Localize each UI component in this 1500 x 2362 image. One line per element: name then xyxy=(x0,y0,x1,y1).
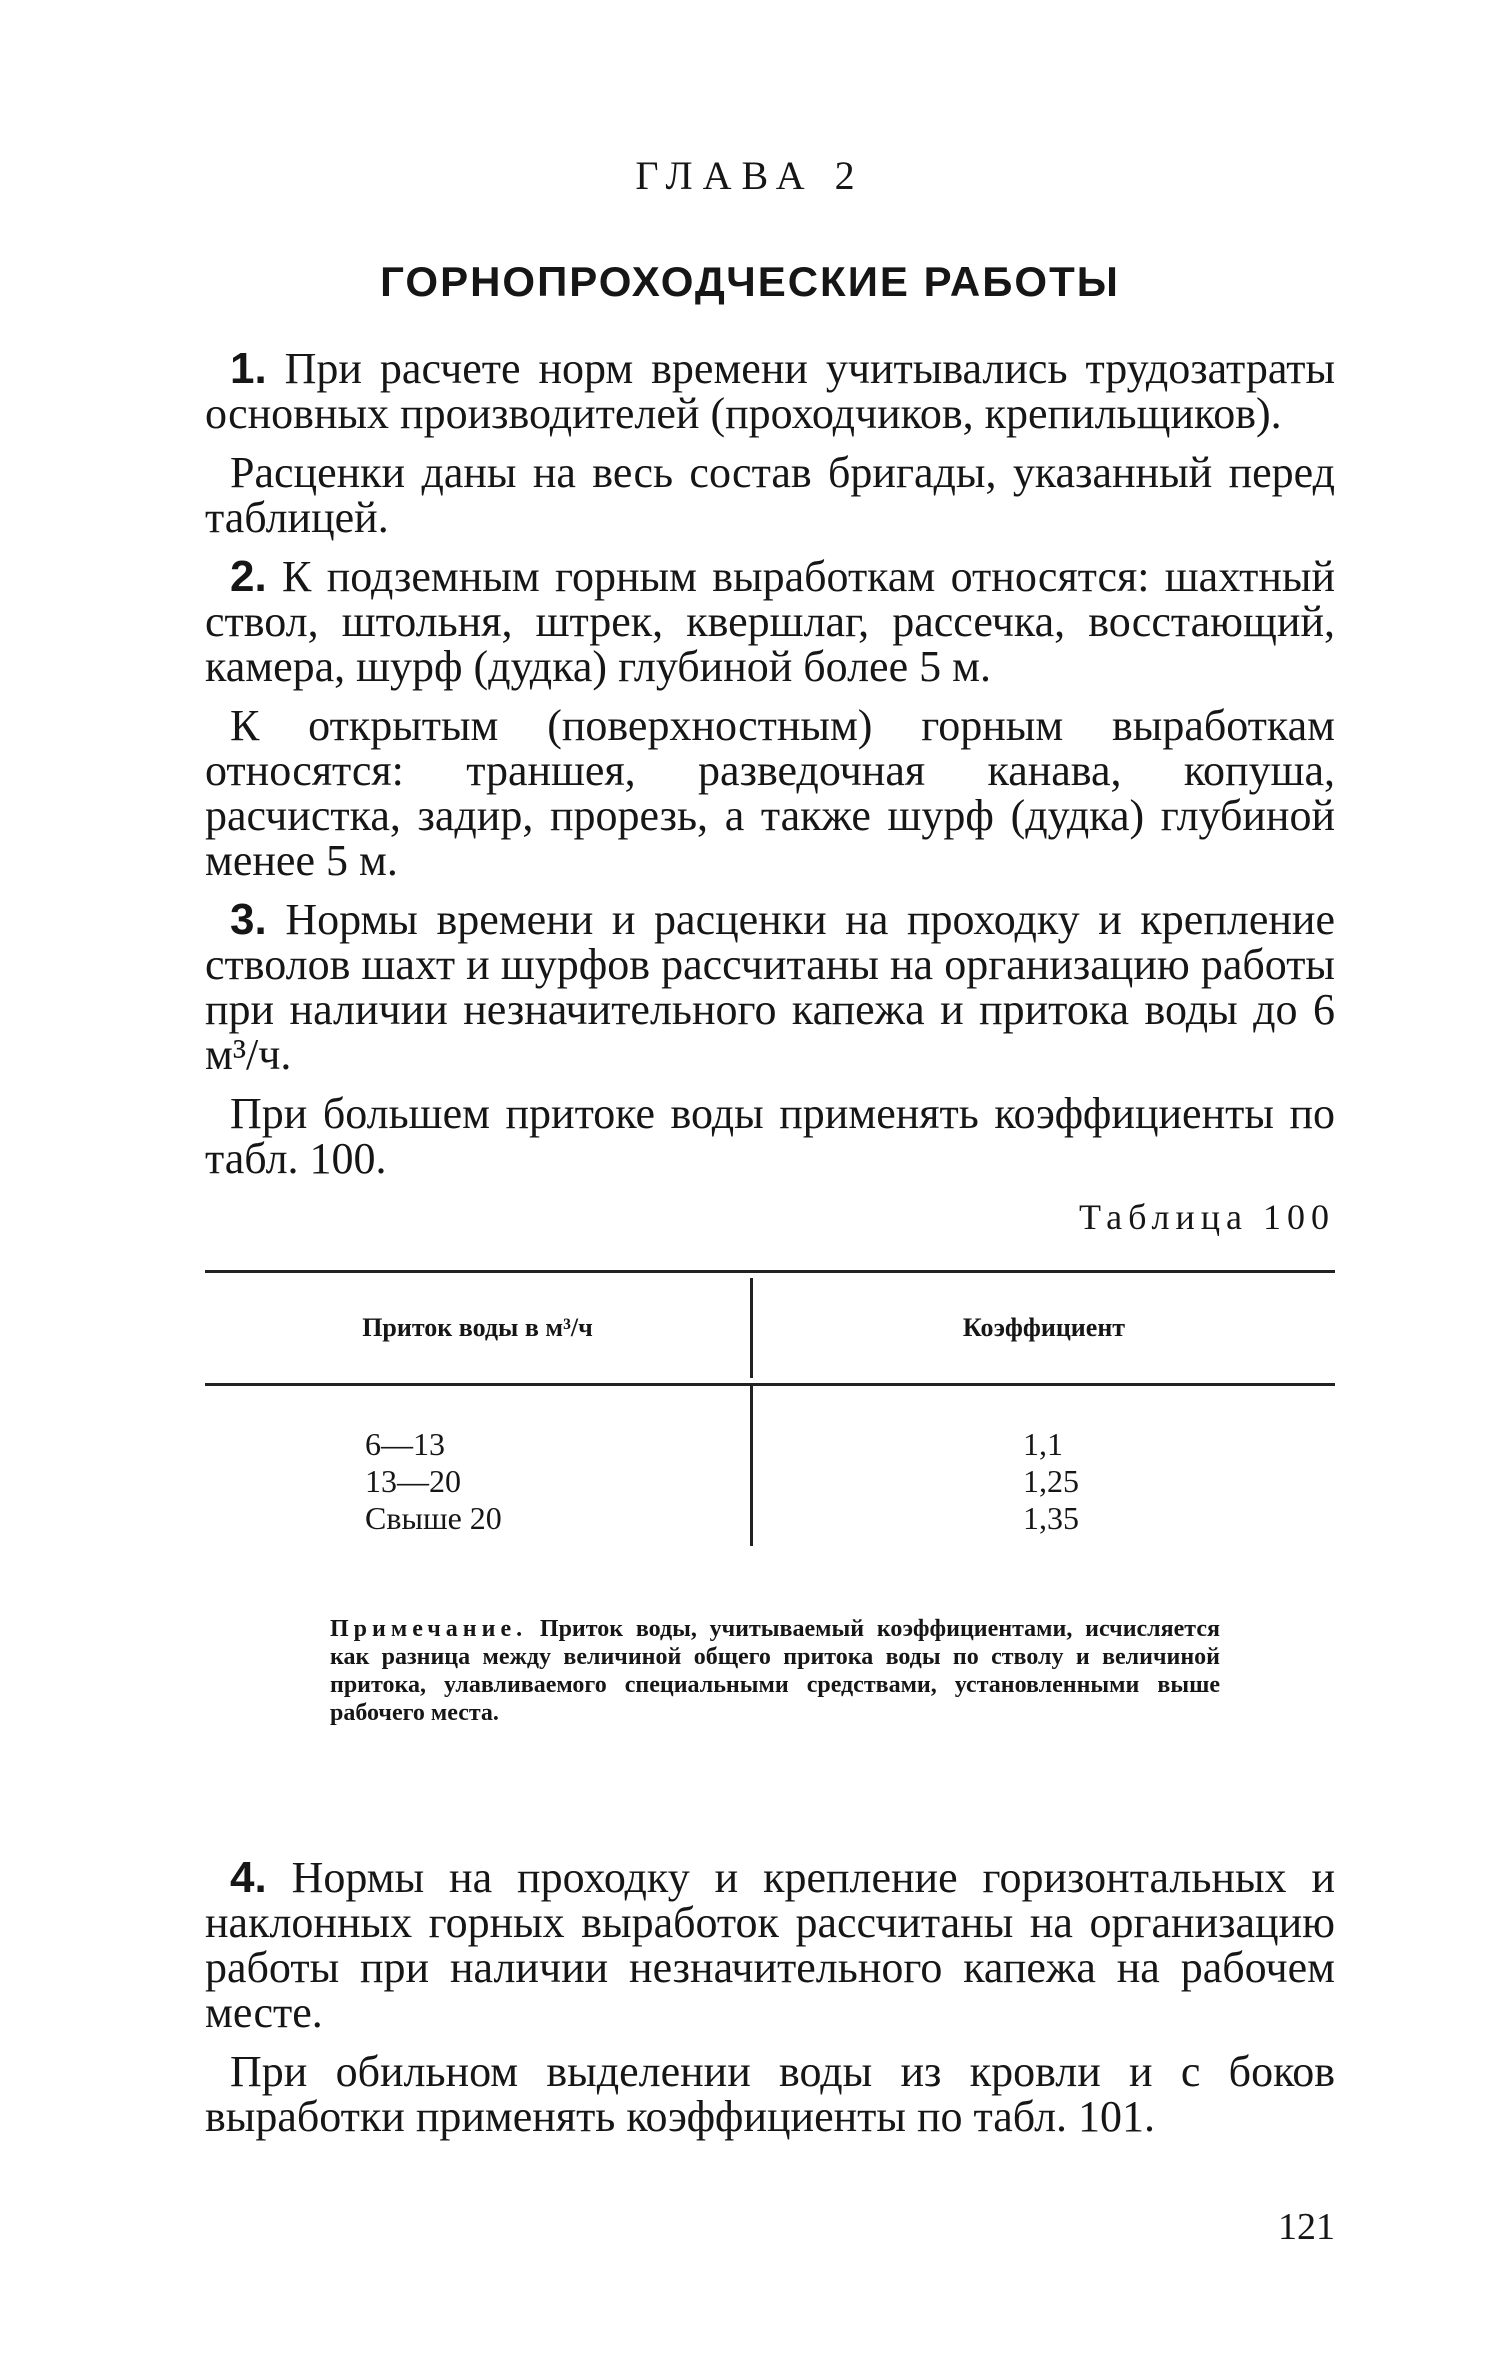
paragraph-text: Нормы на проходку и крепление горизонтальных и наклонных горных выработок рассчитаны на организацию работы при наличии незначительного капежа на рабочем месте. xyxy=(205,1853,1335,2037)
table-note xyxy=(330,1615,1220,1727)
coefficient-column xyxy=(750,1386,1335,1546)
table-cell: 1,1 xyxy=(1023,1426,1063,1462)
water-inflow-table xyxy=(205,1270,1335,1546)
note-label: Примечание. xyxy=(330,1616,528,1642)
column-header-inflow: Приток воды в м³/ч xyxy=(362,1313,593,1342)
paragraph-text: При расчете норм времени учитывались трудозатраты основных производителей (проходчиков, крепильщиков). xyxy=(205,344,1335,438)
page-title: ГОРНОПРОХОДЧЕСКИЕ РАБОТЫ xyxy=(380,258,1120,305)
chapter-heading: ГЛАВА 2 xyxy=(635,153,865,198)
column-header-coefficient: Коэффициент xyxy=(750,1278,1335,1378)
note-text: Приток воды, учитываемый коэффициентами, исчисляется как разница между величиной общего притока воды по стволу и величиной притока, улавливаемого специальными средствами, установленными выше рабочего места. xyxy=(330,1616,1220,1726)
table-cell: 6—13 xyxy=(365,1426,445,1462)
table-cell: 13—20 xyxy=(365,1463,461,1499)
inflow-column xyxy=(205,1386,750,1546)
paragraph xyxy=(205,1091,1335,1181)
table-cell: 1,35 xyxy=(1023,1500,1079,1536)
page-number: 121 xyxy=(1278,2206,1335,2248)
table-body xyxy=(205,1386,1335,1546)
table-header-row xyxy=(205,1273,1335,1383)
text-block-2 xyxy=(205,1855,1335,2139)
paragraph xyxy=(205,450,1335,540)
paragraph-text: При обильном выделении воды из кровли и с боков выработки применять коэффициенты по табл. 101. xyxy=(205,2047,1335,2141)
paragraph xyxy=(205,554,1335,689)
paragraph-number: 3. xyxy=(230,895,267,944)
paragraph-text: К подземным горным выработкам относятся: шахтный ствол, штольня, штрек, квершлаг, рассечка, восстающий, камера, шурф (дудка) глубиной более 5 м. xyxy=(205,552,1335,691)
paragraph-number: 4. xyxy=(230,1853,267,1902)
paragraph xyxy=(205,1855,1335,2035)
table-cell: Свыше 20 xyxy=(365,1500,502,1536)
paragraph-number: 1. xyxy=(230,344,267,393)
paragraph xyxy=(205,703,1335,883)
paragraph xyxy=(205,2049,1335,2139)
paragraph-text: При большем притоке воды применять коэффициенты по табл. 100. xyxy=(205,1089,1335,1183)
paragraph xyxy=(205,897,1335,1077)
paragraph xyxy=(205,346,1335,436)
text-block-1 xyxy=(205,346,1335,1181)
table-cell: 1,25 xyxy=(1023,1463,1079,1499)
paragraph-text: К открытым (поверхностным) горным выработкам относятся: траншея, разведочная канава, копуша, расчистка, задир, прорезь, а также шурф (дудка) глубиной менее 5 м. xyxy=(205,701,1335,885)
paragraph-text: Нормы времени и расценки на проходку и крепление стволов шахт и шурфов рассчитаны на организацию работы при наличии незначительного капежа и притока воды до 6 м³/ч. xyxy=(205,895,1335,1079)
paragraph-number: 2. xyxy=(230,552,267,601)
table-caption: Таблица 100 xyxy=(1079,1197,1335,1237)
paragraph-text: Расценки даны на весь состав бригады, указанный перед таблицей. xyxy=(205,448,1335,542)
